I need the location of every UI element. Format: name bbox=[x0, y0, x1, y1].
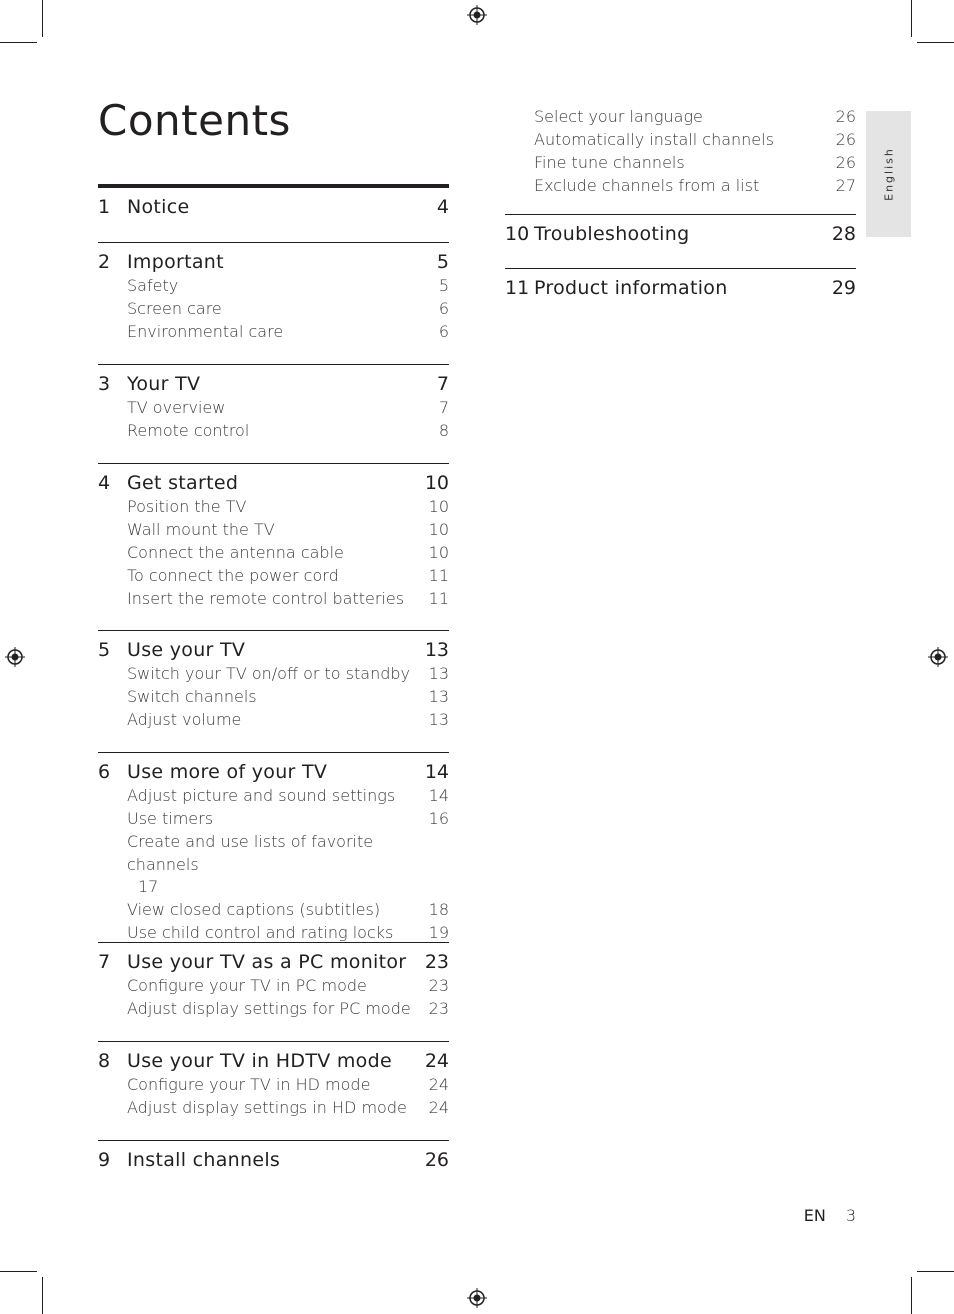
entry-page: 13 bbox=[428, 710, 449, 729]
section-number: 1 bbox=[98, 196, 111, 218]
entry-label: Switch your TV on/off or to standby bbox=[127, 664, 411, 683]
page-footer bbox=[804, 1206, 856, 1225]
entry-label: Wall mount the TV bbox=[127, 520, 275, 539]
crop-mark bbox=[42, 1277, 43, 1314]
entry-page: 7 bbox=[438, 398, 449, 417]
toc-section bbox=[98, 463, 449, 630]
entry-label: Position the TV bbox=[127, 497, 247, 516]
entry-label: TV overview bbox=[127, 398, 226, 417]
page-number: 3 bbox=[845, 1206, 856, 1225]
registration-mark-icon bbox=[5, 647, 25, 667]
section-page: 24 bbox=[424, 1050, 449, 1072]
entry-label: Switch channels bbox=[127, 687, 257, 706]
section-page: 7 bbox=[436, 373, 449, 395]
toc-section bbox=[98, 630, 449, 752]
section-title: Install channels bbox=[127, 1149, 281, 1171]
toc-section-heading[interactable] bbox=[98, 1148, 449, 1172]
crop-mark bbox=[0, 1271, 37, 1272]
section-number: 7 bbox=[98, 951, 111, 973]
entry-page: 27 bbox=[835, 176, 856, 195]
toc-entry[interactable] bbox=[98, 974, 449, 997]
entry-page: 26 bbox=[835, 130, 856, 149]
entry-label: Safety bbox=[127, 276, 179, 295]
entry-label: Create and use lists of favorite channels bbox=[127, 832, 374, 874]
toc-entry[interactable] bbox=[98, 830, 449, 876]
section-title: Troubleshooting bbox=[534, 223, 690, 245]
entry-page: 10 bbox=[428, 520, 449, 539]
toc-section-heading[interactable] bbox=[98, 760, 449, 784]
entry-label: Adjust picture and sound settings bbox=[127, 786, 396, 805]
entry-label: Use child control and rating locks bbox=[127, 923, 394, 942]
crop-mark bbox=[911, 1277, 912, 1314]
toc-section-heading[interactable] bbox=[98, 638, 449, 662]
section-number: 2 bbox=[98, 251, 111, 273]
section-title: Use your TV bbox=[127, 639, 246, 661]
crop-mark bbox=[917, 1271, 954, 1272]
toc-continued-entries bbox=[505, 105, 856, 214]
toc-section-heading[interactable] bbox=[98, 950, 449, 974]
language-tab-label: English bbox=[882, 147, 895, 201]
toc-entry[interactable] bbox=[98, 320, 449, 343]
language-tab bbox=[866, 111, 911, 237]
toc-entry[interactable] bbox=[98, 587, 449, 610]
toc-entry[interactable] bbox=[98, 921, 449, 944]
entry-label: Fine tune channels bbox=[534, 153, 685, 172]
entry-label: View closed captions (subtitles) bbox=[127, 900, 381, 919]
entry-page: 26 bbox=[835, 107, 856, 126]
section-page: 4 bbox=[436, 196, 449, 218]
toc-section-heading[interactable] bbox=[98, 372, 449, 396]
section-page: 26 bbox=[424, 1149, 449, 1171]
toc-entry[interactable] bbox=[98, 419, 449, 442]
entry-page: 6 bbox=[438, 322, 449, 341]
toc-section bbox=[98, 1140, 449, 1172]
toc-section-heading[interactable] bbox=[505, 276, 856, 300]
section-title: Use your TV as a PC monitor bbox=[127, 951, 407, 973]
section-page: 29 bbox=[831, 277, 856, 299]
entry-label: Adjust display settings for PC mode bbox=[127, 999, 411, 1018]
toc-section-heading[interactable] bbox=[505, 222, 856, 246]
section-number: 4 bbox=[98, 472, 111, 494]
entry-label: To connect the power cord bbox=[127, 566, 339, 585]
toc-entry[interactable] bbox=[98, 807, 449, 830]
entry-page: 6 bbox=[438, 299, 449, 318]
entry-page: 23 bbox=[428, 999, 449, 1018]
section-title: Important bbox=[127, 251, 224, 273]
crop-mark bbox=[0, 42, 37, 43]
entry-label: Insert the remote control batteries bbox=[127, 589, 405, 608]
section-title: Notice bbox=[127, 196, 190, 218]
section-number: 11 bbox=[505, 277, 530, 299]
toc-section bbox=[505, 214, 856, 268]
entry-page: 18 bbox=[428, 900, 449, 919]
entry-page: 23 bbox=[428, 976, 449, 995]
entry-label: Select your language bbox=[534, 107, 703, 126]
section-page: 23 bbox=[424, 951, 449, 973]
toc-right-column bbox=[505, 105, 856, 300]
toc-entry[interactable] bbox=[98, 997, 449, 1020]
section-number: 5 bbox=[98, 639, 111, 661]
registration-mark-icon bbox=[928, 647, 948, 667]
entry-page: 24 bbox=[428, 1075, 449, 1094]
toc-section bbox=[98, 364, 449, 463]
section-number: 6 bbox=[98, 761, 111, 783]
entry-label: Configure your TV in PC mode bbox=[127, 976, 367, 995]
toc-section-heading[interactable] bbox=[98, 1049, 449, 1073]
entry-label: Environmental care bbox=[127, 322, 284, 341]
toc-entry[interactable] bbox=[98, 1073, 449, 1096]
entry-page: 13 bbox=[428, 664, 449, 683]
registration-mark-icon bbox=[467, 1288, 487, 1308]
toc-entry[interactable] bbox=[505, 105, 856, 128]
entry-page: 10 bbox=[428, 543, 449, 562]
footer-language: EN bbox=[803, 1206, 826, 1225]
entry-page: 26 bbox=[835, 153, 856, 172]
section-number: 9 bbox=[98, 1149, 111, 1171]
toc-entry[interactable] bbox=[505, 151, 856, 174]
toc-entry[interactable] bbox=[98, 784, 449, 807]
entry-page: 5 bbox=[438, 276, 449, 295]
section-number: 3 bbox=[98, 373, 111, 395]
entry-page: 19 bbox=[428, 923, 449, 942]
entry-label: Exclude channels from a list bbox=[534, 176, 760, 195]
toc-entry[interactable] bbox=[98, 274, 449, 297]
entry-label: Configure your TV in HD mode bbox=[127, 1075, 371, 1094]
toc-section bbox=[98, 752, 449, 942]
section-title: Your TV bbox=[127, 373, 201, 395]
toc-section-heading[interactable] bbox=[98, 471, 449, 495]
entry-page: 11 bbox=[428, 566, 449, 585]
toc-entry[interactable] bbox=[98, 898, 449, 921]
entry-page: 8 bbox=[438, 421, 449, 440]
section-number: 10 bbox=[505, 223, 530, 245]
section-title: Use more of your TV bbox=[127, 761, 328, 783]
toc-section bbox=[98, 1041, 449, 1140]
entry-page-wrapped: 17 bbox=[138, 877, 159, 896]
toc-entry[interactable] bbox=[98, 685, 449, 708]
section-page: 28 bbox=[831, 223, 856, 245]
toc-entry[interactable] bbox=[98, 518, 449, 541]
section-title: Get started bbox=[127, 472, 239, 494]
entry-page: 14 bbox=[428, 786, 449, 805]
section-page: 14 bbox=[424, 761, 449, 783]
toc-entry[interactable] bbox=[98, 297, 449, 320]
page-title: Contents bbox=[98, 96, 291, 145]
toc-section bbox=[98, 184, 449, 242]
toc-entry[interactable] bbox=[98, 708, 449, 731]
entry-page: 24 bbox=[428, 1098, 449, 1117]
entry-label: Remote control bbox=[127, 421, 250, 440]
section-page: 13 bbox=[424, 639, 449, 661]
entry-label: Connect the antenna cable bbox=[127, 543, 344, 562]
section-page: 5 bbox=[436, 251, 449, 273]
section-number: 8 bbox=[98, 1050, 111, 1072]
entry-label: Automatically install channels bbox=[534, 130, 774, 149]
toc-entry[interactable] bbox=[505, 128, 856, 151]
entry-label: Screen care bbox=[127, 299, 222, 318]
toc-entry[interactable] bbox=[98, 564, 449, 587]
entry-page: 16 bbox=[428, 809, 449, 828]
toc-entry[interactable] bbox=[98, 1096, 449, 1119]
crop-mark bbox=[911, 0, 912, 37]
section-title: Product information bbox=[534, 277, 728, 299]
entry-page: 10 bbox=[428, 497, 449, 516]
crop-mark bbox=[42, 0, 43, 37]
toc-section bbox=[505, 268, 856, 300]
toc-section-heading[interactable] bbox=[98, 195, 449, 219]
section-title: Use your TV in HDTV mode bbox=[127, 1050, 392, 1072]
entry-page: 11 bbox=[428, 589, 449, 608]
entry-page: 13 bbox=[428, 687, 449, 706]
toc-left-column bbox=[98, 184, 449, 1172]
toc-entry[interactable] bbox=[98, 495, 449, 518]
toc-entry[interactable] bbox=[505, 174, 856, 197]
toc-entry[interactable] bbox=[98, 396, 449, 419]
crop-mark bbox=[917, 42, 954, 43]
toc-section bbox=[98, 242, 449, 364]
entry-label: Use timers bbox=[127, 809, 214, 828]
toc-entry[interactable] bbox=[98, 541, 449, 564]
entry-label: Adjust volume bbox=[127, 710, 242, 729]
entry-label: Adjust display settings in HD mode bbox=[127, 1098, 407, 1117]
registration-mark-icon bbox=[467, 5, 487, 25]
toc-section bbox=[98, 942, 449, 1041]
section-page: 10 bbox=[424, 472, 449, 494]
toc-entry[interactable] bbox=[98, 662, 449, 685]
toc-section-heading[interactable] bbox=[98, 250, 449, 274]
